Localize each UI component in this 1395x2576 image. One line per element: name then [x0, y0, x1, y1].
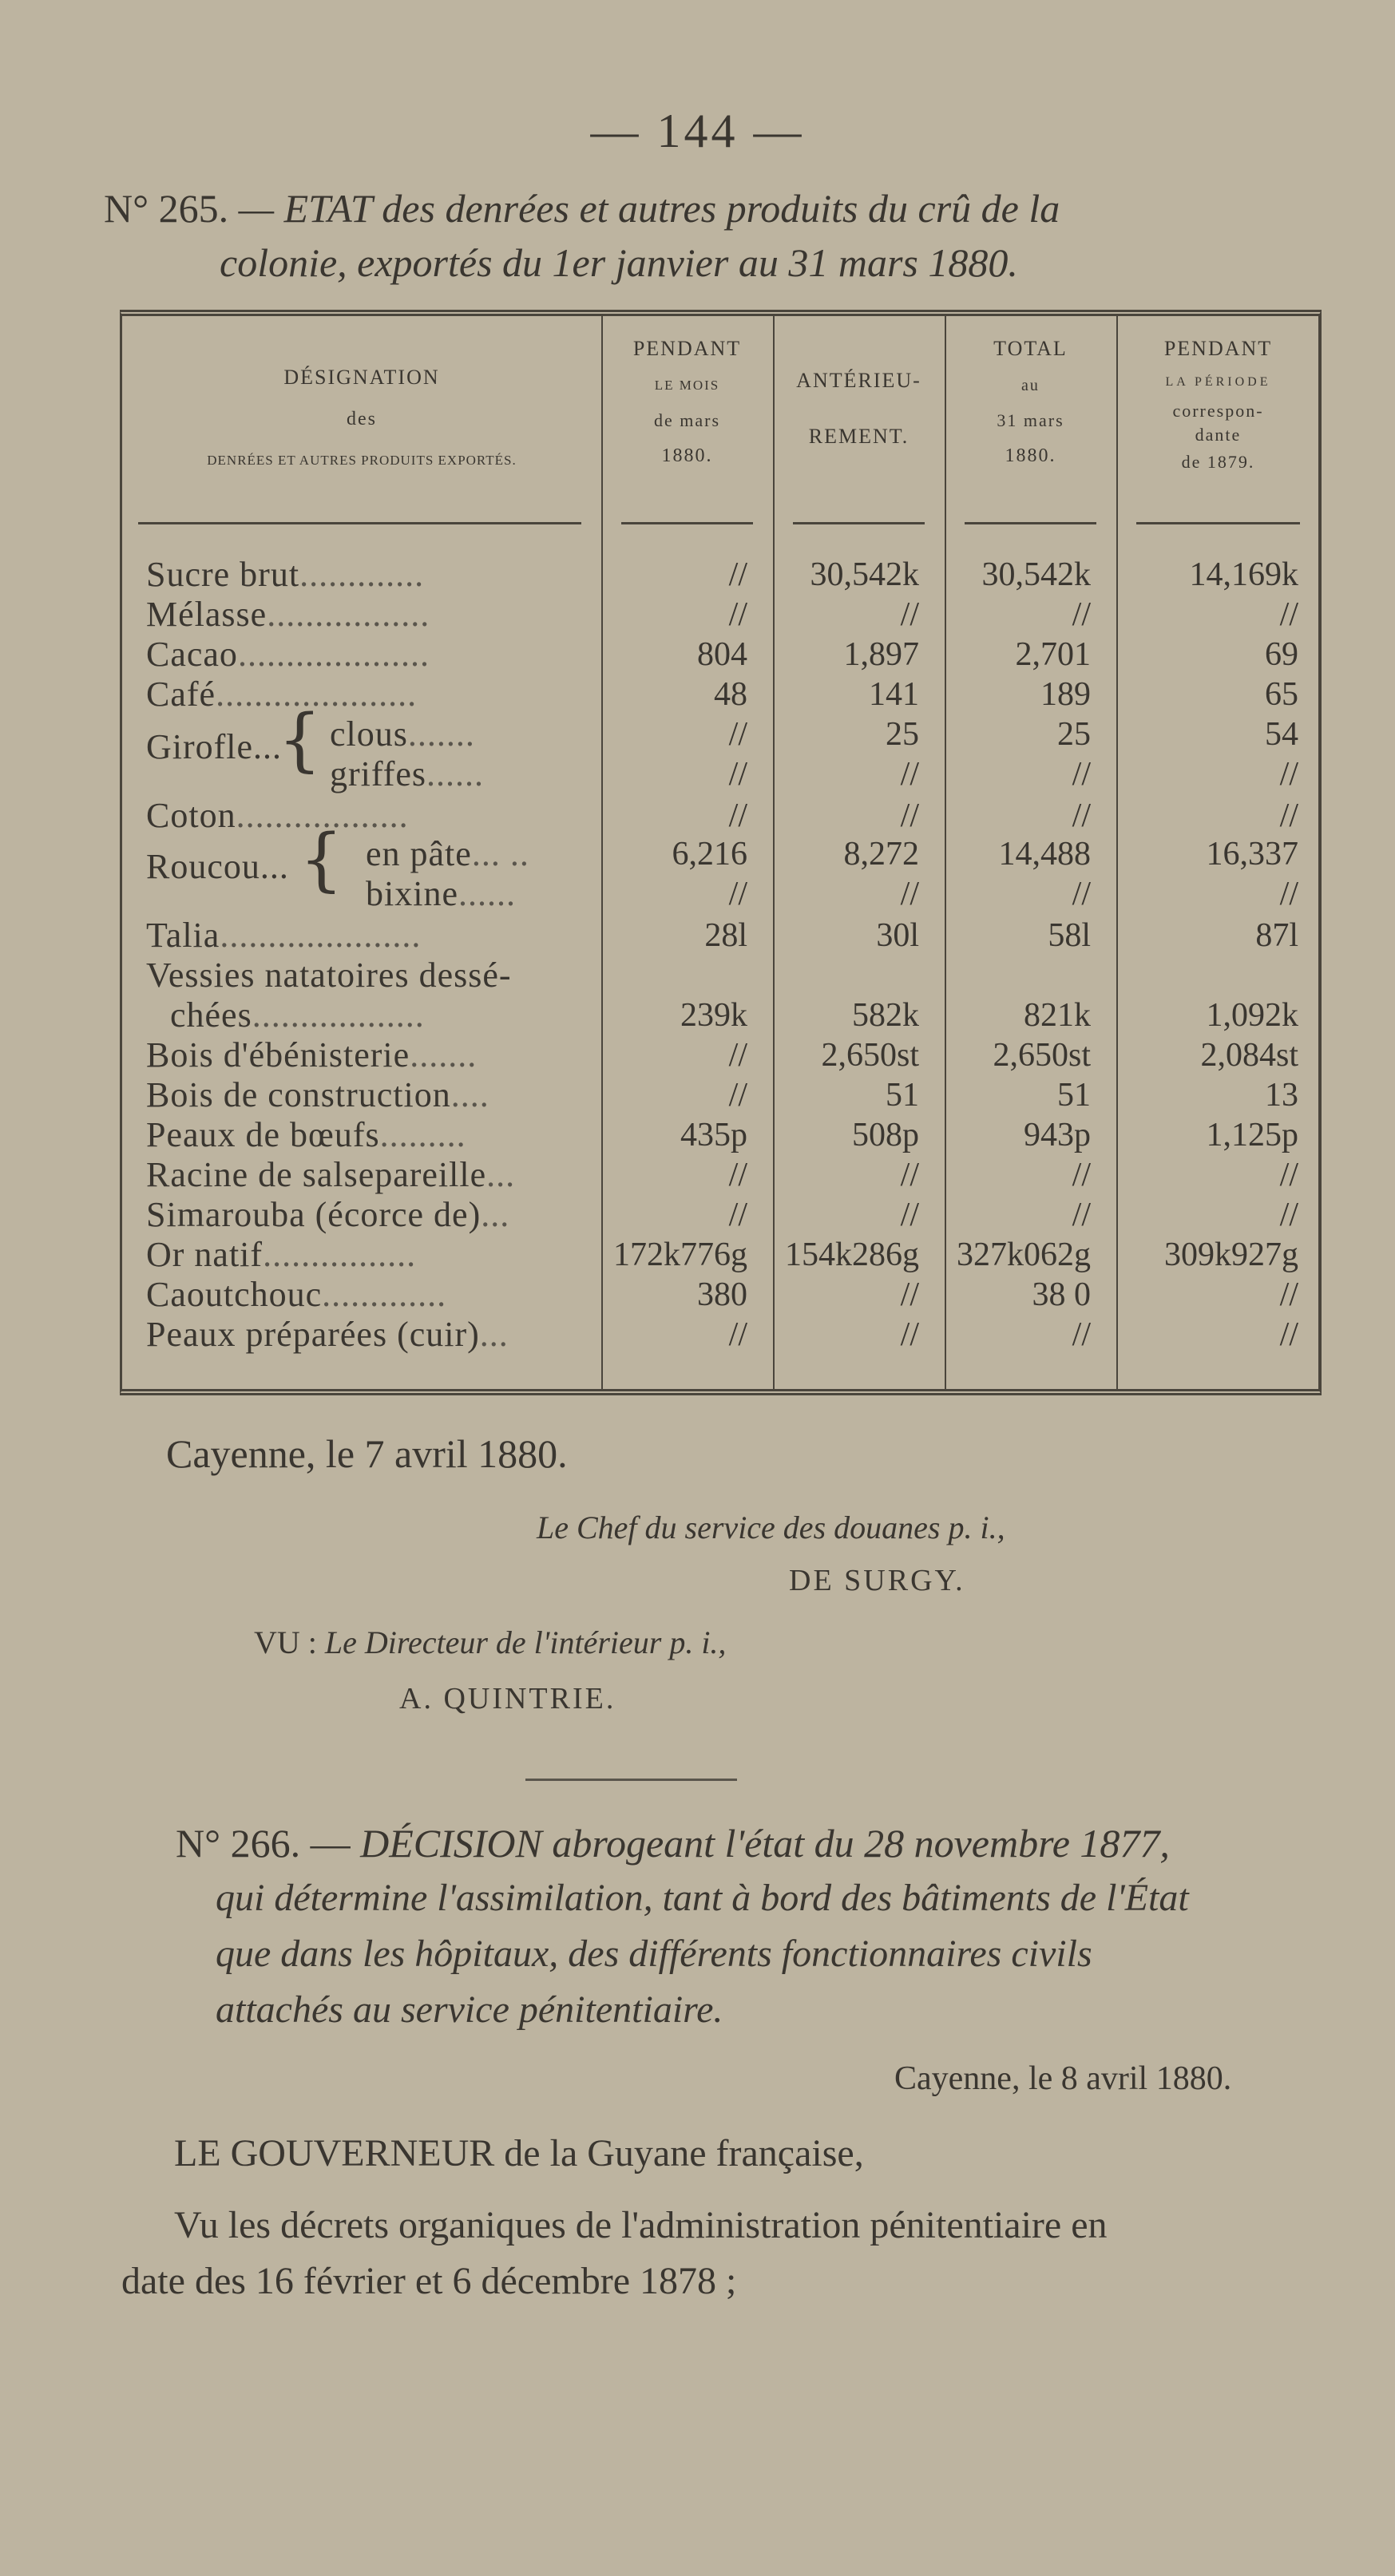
cell-ant: 51	[886, 1077, 919, 1114]
doc-265-number: N° 265.	[104, 186, 229, 231]
row-leader-dots: ......	[426, 754, 485, 793]
cell-mars: 28l	[704, 917, 747, 954]
cell-mars: //	[728, 1316, 747, 1353]
doc-266-title-line4: attachés au service pénitentiaire.	[216, 1988, 723, 2031]
row-label-text: Caoutchouc	[146, 1275, 323, 1314]
row-label	[146, 1074, 489, 1115]
cell-ant: //	[900, 797, 919, 834]
cell-ant: 508p	[852, 1117, 919, 1153]
cell-prev: //	[1279, 756, 1298, 793]
header-prev-1: PENDANT	[1163, 337, 1273, 360]
header-prev-5: de 1879.	[1181, 452, 1255, 472]
row-label-text: Mélasse	[146, 595, 268, 634]
cell-ant: 1,897	[843, 636, 919, 673]
row-leader-dots: .........	[379, 1115, 466, 1154]
cell-total: 189	[1040, 676, 1091, 713]
row-leader-dots: .............	[299, 555, 425, 594]
row-label-text: Simarouba (écorce de)	[146, 1195, 482, 1234]
separator-rule	[525, 1779, 737, 1781]
cell-mars: //	[728, 596, 747, 633]
row-label-text: griffes	[330, 754, 427, 793]
cell-mars: 380	[697, 1276, 747, 1313]
header-rule	[621, 522, 753, 524]
cell-prev: 14,169k	[1189, 556, 1298, 593]
cell-total: //	[1072, 1157, 1091, 1193]
row-label	[146, 915, 421, 956]
cell-ant: //	[900, 1157, 919, 1193]
header-month-3: de mars	[653, 410, 721, 430]
cell-mars: //	[728, 716, 747, 753]
cell-total: 58l	[1048, 917, 1091, 954]
doc-266-title-line1	[176, 1820, 1170, 1866]
row-label-text: Café	[146, 675, 216, 714]
doc-266-vu-line1: Vu les décrets organiques de l'administration pénitentiaire en	[174, 2204, 1108, 2246]
cell-prev: 54	[1265, 716, 1298, 753]
doc-265-title-text: — ETAT des denrées et autres produits du crû de la	[238, 186, 1060, 231]
cell-prev: 1,125p	[1206, 1117, 1298, 1153]
row-label	[330, 754, 484, 794]
row-label	[146, 634, 430, 675]
signoff-vu	[254, 1624, 726, 1661]
row-label-text: Sucre brut	[146, 555, 300, 594]
cell-prev: 2,084st	[1200, 1037, 1298, 1074]
cell-ant: //	[900, 596, 919, 633]
header-designation-2: des	[347, 409, 377, 429]
row-leader-dots: ......	[458, 874, 516, 913]
cell-total: 821k	[1024, 997, 1091, 1034]
cell-mars: 6,216	[672, 836, 747, 873]
header-total-2: au	[1021, 377, 1040, 394]
doc-266-vu-line2: date des 16 février et 6 décembre 1878 ;	[121, 2260, 737, 2302]
header-prev-2: LA PÉRIODE	[1165, 375, 1271, 389]
header-total-4: 1880.	[1005, 445, 1056, 466]
row-leader-dots: ....	[450, 1075, 489, 1114]
cell-total: 38 0	[1032, 1276, 1091, 1313]
cell-total: 2,701	[1015, 636, 1091, 673]
cell-ant: 30l	[876, 917, 919, 954]
cell-mars: //	[728, 1197, 747, 1233]
row-leader-dots: ...	[479, 1315, 509, 1354]
cell-prev: 16,337	[1206, 836, 1298, 873]
signoff-place-date: Cayenne, le 7 avril 1880.	[166, 1431, 568, 1476]
group-label-girofle: Girofle...	[146, 727, 283, 766]
row-label-text: Peaux de bœufs	[146, 1115, 380, 1154]
doc-266-title-text: DÉCISION abrogeant l'état du 28 novembre 1877,	[360, 1821, 1170, 1866]
row-label-text: Racine de salsepareille	[146, 1155, 487, 1194]
cell-total: 51	[1057, 1077, 1091, 1114]
header-anterieur	[773, 369, 945, 449]
row-label-text: Bois d'ébénisterie	[146, 1035, 410, 1074]
row-leader-dots: ..................	[236, 796, 409, 835]
header-rule	[793, 522, 925, 524]
row-leader-dots: ...	[486, 1155, 516, 1194]
cell-prev: //	[1279, 876, 1298, 912]
row-leader-dots: ...	[481, 1195, 510, 1234]
cell-prev: 65	[1265, 676, 1298, 713]
header-total-1: TOTAL	[993, 337, 1068, 360]
row-label	[146, 1154, 515, 1195]
cell-prev: //	[1279, 1276, 1298, 1313]
row-leader-dots: .................	[267, 595, 430, 634]
cell-mars: //	[728, 797, 747, 834]
row-leader-dots: .............	[322, 1275, 447, 1314]
row-leader-dots: .......	[407, 714, 475, 754]
row-label-text: Cacao	[146, 635, 238, 674]
cell-prev: 87l	[1255, 917, 1298, 954]
cell-total: //	[1072, 797, 1091, 834]
row-label-text: Talia	[146, 916, 220, 955]
header-rule	[138, 522, 581, 524]
row-label-text: Bois de construction	[146, 1075, 451, 1114]
cell-mars: //	[728, 756, 747, 793]
row-label-text: Coton	[146, 796, 236, 835]
header-prev-4: dante	[1195, 425, 1242, 445]
col-divider	[1116, 316, 1118, 1389]
doc-266-date: Cayenne, le 8 avril 1880.	[894, 2060, 1232, 2097]
row-leader-dots: .....................	[220, 916, 422, 955]
cell-prev: 1,092k	[1206, 997, 1298, 1034]
brace-roucou: {	[299, 820, 343, 900]
header-total	[945, 337, 1116, 468]
col-divider	[601, 316, 603, 1389]
col-divider	[773, 316, 775, 1389]
doc-265-title-line1	[104, 182, 1318, 235]
doc-266-governor: LE GOUVERNEUR de la Guyane française,	[174, 2132, 864, 2174]
cell-mars: //	[728, 1077, 747, 1114]
row-label-text: Vessies natatoires dessé-	[146, 956, 512, 995]
group-label-roucou: Roucou...	[146, 847, 289, 886]
cell-ant: 141	[869, 676, 919, 713]
row-label	[146, 1114, 466, 1155]
signoff-vu-text: Le Directeur de l'intérieur p. i.,	[324, 1624, 727, 1660]
row-label-text: chées	[170, 995, 252, 1035]
cell-total: //	[1072, 1197, 1091, 1233]
cell-prev: //	[1279, 1316, 1298, 1353]
row-label-text: en pâte	[366, 834, 472, 873]
exports-table	[120, 310, 1322, 1395]
cell-ant: //	[900, 1197, 919, 1233]
header-month-1: PENDANT	[632, 337, 742, 360]
header-month-2: LE MOIS	[654, 378, 720, 393]
cell-prev: 69	[1265, 636, 1298, 673]
signoff-vu-name: A. QUINTRIE.	[399, 1682, 616, 1715]
brace-girofle: {	[278, 700, 322, 780]
row-label	[366, 833, 529, 874]
doc-266-number: N° 266. —	[176, 1821, 351, 1866]
cell-prev: //	[1279, 797, 1298, 834]
row-leader-dots: ... ..	[471, 834, 529, 873]
cell-ant: 8,272	[843, 836, 919, 873]
row-label	[330, 714, 475, 754]
row-leader-dots: ................	[263, 1235, 417, 1274]
cell-prev: //	[1279, 1197, 1298, 1233]
header-designation	[122, 366, 601, 473]
cell-ant: 582k	[852, 997, 919, 1034]
cell-ant: //	[900, 1316, 919, 1353]
signoff-chef-name: DE SURGY.	[789, 1564, 965, 1597]
cell-prev: //	[1279, 596, 1298, 633]
header-month-4: 1880.	[661, 445, 713, 466]
row-label	[366, 873, 516, 914]
row-label	[170, 995, 425, 1035]
row-label	[146, 1314, 509, 1355]
row-label	[146, 1194, 509, 1235]
cell-total: //	[1072, 876, 1091, 912]
doc-265-title-line2: colonie, exportés du 1er janvier au 31 mars 1880.	[220, 240, 1018, 285]
row-label	[146, 795, 409, 836]
page-number: — 144 —	[590, 105, 805, 157]
cell-total: 943p	[1024, 1117, 1091, 1153]
header-anterieur-2: REMENT.	[808, 425, 910, 448]
cell-total: 2,650st	[993, 1037, 1091, 1074]
header-rule	[1136, 522, 1300, 524]
row-label	[146, 1035, 477, 1075]
header-rule	[965, 522, 1096, 524]
row-label	[146, 955, 512, 995]
cell-total: 30,542k	[981, 556, 1091, 593]
cell-mars: 239k	[680, 997, 747, 1034]
row-leader-dots: .....................	[216, 675, 418, 714]
cell-prev: 309k927g	[1164, 1237, 1298, 1273]
cell-total: //	[1072, 596, 1091, 633]
cell-total: 327k062g	[957, 1237, 1091, 1273]
header-designation-3: DENRÉES ET AUTRES PRODUITS EXPORTÉS.	[207, 453, 517, 468]
cell-ant: 25	[886, 716, 919, 753]
row-label	[146, 1234, 416, 1275]
cell-ant: 30,542k	[810, 556, 919, 593]
cell-total: 25	[1057, 716, 1091, 753]
cell-total: //	[1072, 756, 1091, 793]
signoff-vu-label: VU :	[254, 1624, 317, 1660]
header-prev-3: correspon-	[1172, 401, 1264, 421]
cell-mars: 435p	[680, 1117, 747, 1153]
header-month	[601, 337, 773, 468]
row-label	[146, 594, 430, 635]
row-label-text: bixine	[366, 874, 458, 913]
cell-mars: 804	[697, 636, 747, 673]
doc-266-title-line3: que dans les hôpitaux, des différents fonctionnaires civils	[216, 1933, 1092, 1975]
header-total-3: 31 mars	[997, 410, 1064, 430]
header-designation-1: DÉSIGNATION	[283, 366, 440, 389]
row-label	[146, 1274, 446, 1315]
cell-prev: //	[1279, 1157, 1298, 1193]
cell-total: 14,488	[998, 836, 1091, 873]
col-divider	[945, 316, 946, 1389]
header-previous-period	[1116, 337, 1320, 474]
signoff-chef: Le Chef du service des douanes p. i.,	[537, 1510, 1005, 1545]
cell-ant: //	[900, 1276, 919, 1313]
cell-total: //	[1072, 1316, 1091, 1353]
row-leader-dots: ..................	[252, 995, 425, 1035]
row-label-text: Peaux préparées (cuir)	[146, 1315, 480, 1354]
cell-ant: //	[900, 876, 919, 912]
doc-266-title-line2: qui détermine l'assimilation, tant à bord des bâtiments de l'État	[216, 1877, 1189, 1919]
cell-ant: 154k286g	[785, 1237, 919, 1273]
row-leader-dots: ....................	[237, 635, 430, 674]
cell-ant: 2,650st	[821, 1037, 919, 1074]
cell-ant: //	[900, 756, 919, 793]
cell-mars: //	[728, 556, 747, 593]
row-label	[146, 554, 424, 595]
cell-mars: 172k776g	[613, 1237, 747, 1273]
cell-mars: //	[728, 1157, 747, 1193]
row-label-text: Or natif	[146, 1235, 264, 1274]
row-leader-dots: .......	[410, 1035, 478, 1074]
cell-mars: //	[728, 1037, 747, 1074]
row-label-text: clous	[330, 714, 408, 754]
cell-mars: 48	[714, 676, 747, 713]
cell-mars: //	[728, 876, 747, 912]
header-anterieur-1: ANTÉRIEU-	[796, 369, 921, 392]
cell-prev: 13	[1265, 1077, 1298, 1114]
